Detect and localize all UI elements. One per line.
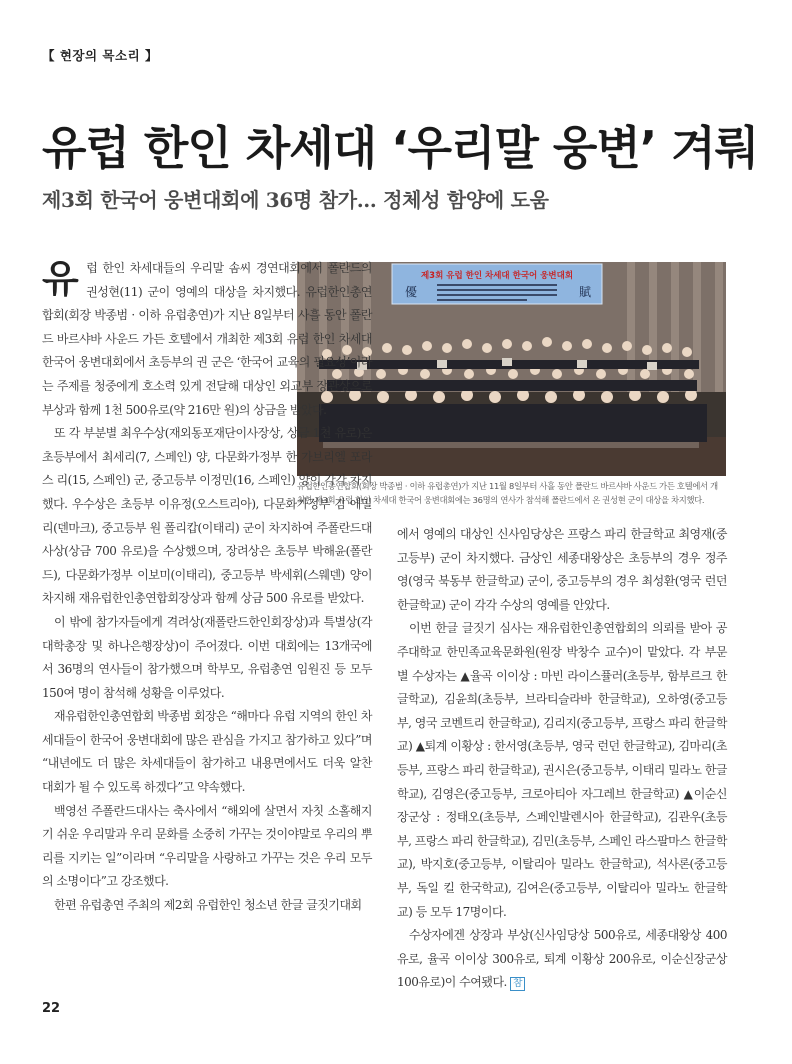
drop-cap: 유 bbox=[42, 257, 79, 301]
article-paragraph: 유럽 한인 차세대들의 우리말 솜씨 경연대회에서 폴란드의 권성현(11) 군이 영예의 대상을 차지했다. 유럽한인총연합회(회장 박종범 · 이하 유럽총연)가 지난 8일부터 사흘 동안 폴란드 바르샤바 사운드 가든 호텔에서 개최한 제3회 유럽 한인 차세대 한국어 웅변대회에서 초등부의 권 군은 ‘한국어 교육의 필요성’이라는 주제를 청중에게 호소력 있게 전달해 대상인 외교부 장관상으로 부상과 함께 1천 500유로(약 216만 원)의 상금을 받았다. bbox=[42, 257, 372, 417]
article-paragraph: 또 각 부분별 최우수상(재외동포재단이사장상, 상금 1천 유로)은 초등부에서 최세리(7, 스페인) 양, 다문화가정부 한 가브리엘 포라스 리(15, 스페인) 군, 중고등부 이정민(16, 스페인) 양이 각각 차지했다. 우수상은 초등부 이유정(오스트리아), 다문화가정부 김 에밀리(덴마크), 중고등부 원 폴리캅(이태리) 군이 차지하여 주폴란드대사상(상금 700 유로)을 수상했으며, 장려상은 초등부 박해윤(폴란드), 다문화가정부 이보미(이태리), 중고등부 박세휘(스웨덴) 양이 차지해 재유럽한인총연합회장상과 함께 상금 500 유로를 받았다. bbox=[42, 426, 372, 606]
article-paragraph: 재유럽한인총연합회 박종범 회장은 “해마다 유럽 지역의 한인 차세대들이 한국어 웅변대회에 많은 관심을 가지고 참가하고 있다”며 “내년에도 더 많은 차세대들이 참가하고 내용면에서도 더욱 알찬 대회가 될 수 있도록 하겠다”고 약속했다. bbox=[42, 709, 372, 795]
section-label: 【 현장의 목소리 】 bbox=[42, 48, 159, 63]
article-paragraph: 한편 유럽총연 주최의 제2회 유럽한인 청소년 한글 글짓기대회 bbox=[54, 898, 362, 913]
caption-line: 유럽한인총연합회(회장 박종범 · 이하 유럽총연)가 지난 11월 8일부터 사흘 동안 폴란드 바르샤바 사운드 가든 호텔에서 개 bbox=[297, 481, 718, 491]
banner-title: 제3회 유럽 한인 차세대 한국어 웅변대회 bbox=[420, 271, 574, 281]
article-paragraph: 백영선 주폴란드대사는 축사에서 “해외에 살면서 자칫 소홀해지기 쉬운 우리말과 우리 문화를 소중히 가꾸는 것이야말로 우리의 뿌리를 지키는 일”이라며 “우리말을 사랑하고 가꾸는 것은 우리 모두의 소명이다”고 강조했다. bbox=[42, 803, 372, 889]
article-paragraph: 이 밖에 참가자들에게 격려상(재폴란드한인회장상)과 특별상(각 대학총장 및 하나은행장상)이 주어졌다. 이번 대회에는 13개국에서 36명의 연사들이 참가했으며 학부모, 유럽총연 임원진 등 모두 150여 명이 참석해 성황을 이루었다. bbox=[42, 614, 372, 700]
article-paragraph: 수상자에겐 상장과 부상(신사임당상 500유로, 세종대왕상 400유로, 율곡 이이상 300유로, 퇴계 이황상 200유로, 이순신장군상 100유로)이 수여됐다. 참 bbox=[397, 928, 727, 990]
banner-right-glyph: 賦 bbox=[579, 285, 592, 299]
article-column-2 bbox=[397, 523, 727, 995]
banner-left-glyph: 優 bbox=[405, 285, 418, 299]
article-column-1 bbox=[42, 257, 372, 918]
headline: 유럽 한인 차세대 ‘우리말 웅변’ 겨뤄 bbox=[42, 121, 759, 175]
page-number: 22 bbox=[42, 1001, 61, 1016]
article-paragraph: 이번 한글 글짓기 심사는 재유럽한인총연합회의 의뢰를 받아 공주대학교 한민족교육문화원(원장 박창수 교수)이 맡았다. 각 부문별 수상자는 ▲율곡 이이상 : 마빈 라이스퓰러(초등부, 함부르크 한글학교), 김윤희(초등부, 브라티슬라바 한글학교), 오하영(중고등부, 영국 코벤트리 한글학교), 김리지(중고등부, 프랑스 파리 한글학교) ▲퇴계 이황상 : 한서영(초등부, 영국 런던 한글학교), 김마리(초등부, 프랑스 파리 한글학교), 권시은(중고등부, 이태리 밀라노 한글학교), 김영은(중고등부, 크로아티아 자그레브 한글학교) ▲이순신장군상 : 정태오(초등부, 스페인발렌시아 한글학교), 김관우(초등부, 프랑스 파리 한글학교), 김민(초등부, 스페인 라스팔마스 한글학교), 박지호(중고등부, 이탈리아 밀라노 한글학교), 석사론(중고등부, 독일 킬 한국학교), 김여은(중고등부, 이탈리아 밀라노 한글학교) 등 모두 17명이다. bbox=[397, 621, 727, 919]
subheadline: 제3회 한국어 웅변대회에 36명 참가… 정체성 함양에 도움 bbox=[42, 188, 549, 212]
article-paragraph: 에서 영예의 대상인 신사임당상은 프랑스 파리 한글학교 최영재(중고등부) 군이 차지했다. 금상인 세종대왕상은 초등부의 경우 정주영(영국 북동부 한글학교) 군이, 중고등부의 경우 최성환(영국 런던 한글학교) 군이 각각 수상의 영예를 안았다. bbox=[397, 527, 727, 612]
end-mark: 참 bbox=[510, 977, 525, 991]
caption-line: 최한 제3회 유럽 한인 차세대 한국어 웅변대회에는 36명의 연사가 참석해 폴란드에서 온 권성현 군이 대상을 차지했다. bbox=[297, 495, 705, 505]
